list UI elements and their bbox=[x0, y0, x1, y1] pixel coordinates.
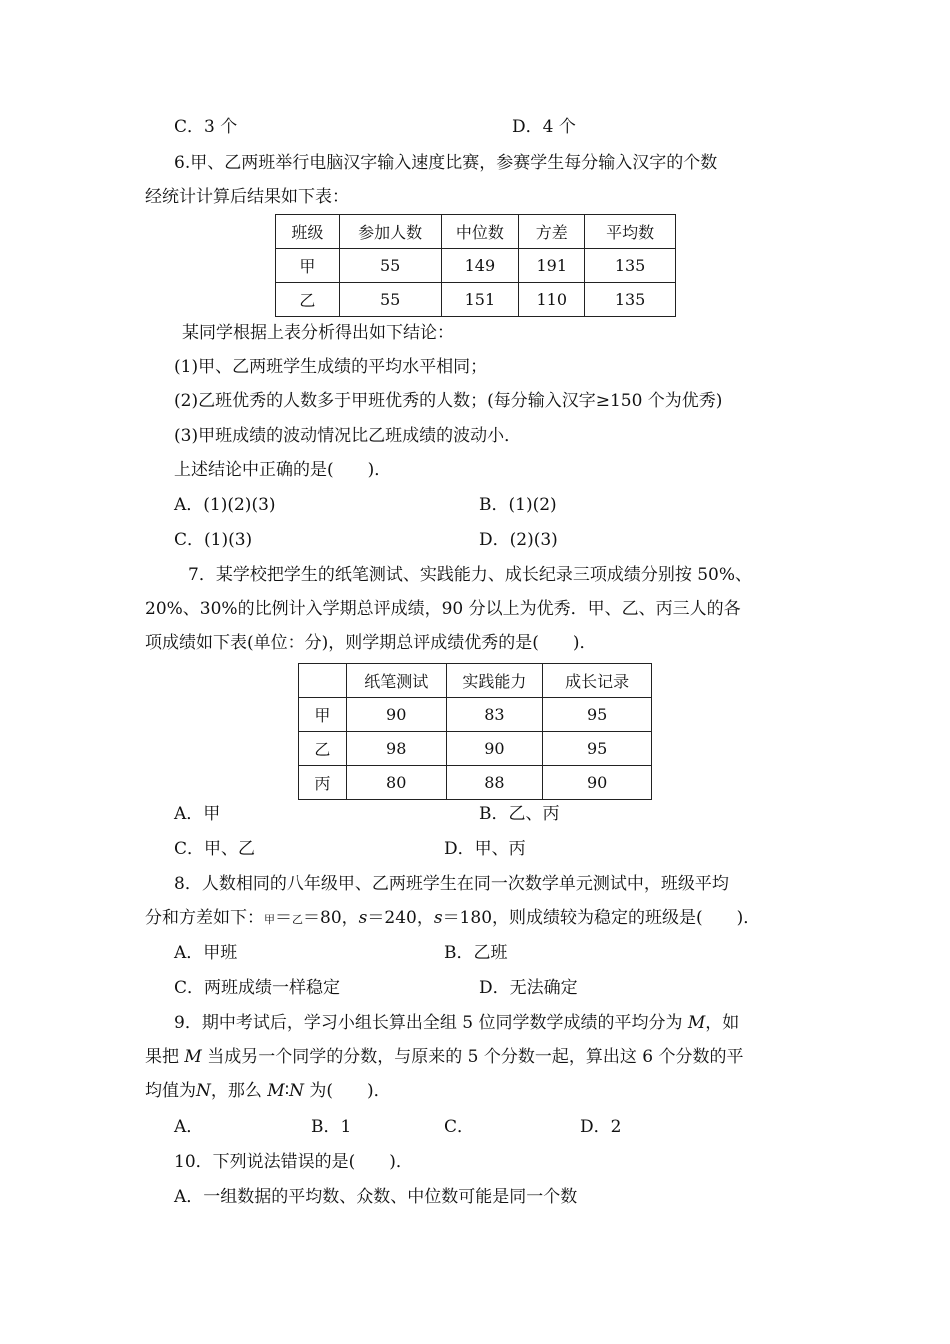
q7-option-d: D．甲、丙 bbox=[444, 839, 526, 859]
q10-option-a: A．一组数据的平均数、众数、中位数可能是同一个数 bbox=[174, 1187, 578, 1207]
q8-variance-symbol: s bbox=[433, 908, 443, 928]
q6-option-d: D．(2)(3) bbox=[479, 530, 558, 550]
q7-stem-line2: 20%、30%的比例计入学期总评成绩，90 分以上为优秀．甲、乙、丙三人的各 bbox=[145, 599, 741, 619]
q9-var-m: M bbox=[687, 1013, 706, 1033]
q7-option-c: C．甲、乙 bbox=[174, 839, 256, 859]
table-cell: 乙 bbox=[276, 283, 340, 317]
q9-text: ，如 bbox=[705, 1013, 740, 1033]
q8-text: ＝240， bbox=[367, 908, 434, 928]
q6-header-cell: 参加人数 bbox=[339, 215, 441, 249]
q7-table bbox=[298, 663, 652, 800]
q7-table-header-row bbox=[299, 664, 652, 698]
q7-option-a: A．甲 bbox=[174, 804, 221, 824]
q5-option-d: D．4 个 bbox=[512, 117, 576, 137]
table-row bbox=[276, 249, 676, 283]
table-cell: 55 bbox=[339, 249, 441, 283]
table-cell: 95 bbox=[543, 698, 652, 732]
q6-stem-line1: 6.甲、乙两班举行电脑汉字输入速度比赛，参赛学生每分输入汉字的个数 bbox=[174, 153, 718, 173]
table-cell: 88 bbox=[446, 766, 543, 800]
q6-question: 上述结论中正确的是( )． bbox=[174, 460, 392, 480]
table-cell: 90 bbox=[446, 732, 543, 766]
table-row bbox=[299, 698, 652, 732]
q6-header-cell: 方差 bbox=[519, 215, 585, 249]
q8-option-a: A．甲班 bbox=[174, 943, 238, 963]
q6-option-b: B．(1)(2) bbox=[479, 495, 557, 515]
q9-text: 当成另一个同学的分数，与原来的 5 个分数一起，算出这 6 个分数的平 bbox=[201, 1047, 744, 1067]
table-cell: 甲 bbox=[299, 698, 347, 732]
q8-text: ＝180，则成绩较为稳定的班级是( )． bbox=[442, 908, 761, 928]
q7-header-cell bbox=[299, 664, 347, 698]
q9-ratio-colon: ∶ bbox=[284, 1081, 290, 1101]
table-cell: 135 bbox=[585, 249, 676, 283]
q6-intro: 某同学根据上表分析得出如下结论： bbox=[182, 323, 454, 343]
q6-conclusion-1: (1)甲、乙两班学生成绩的平均水平相同； bbox=[174, 357, 488, 377]
q9-text: 果把 bbox=[145, 1047, 185, 1067]
table-cell: 83 bbox=[446, 698, 543, 732]
q9-stem-line2 bbox=[145, 1046, 743, 1068]
q7-header-cell: 实践能力 bbox=[446, 664, 543, 698]
q6-header-cell: 平均数 bbox=[585, 215, 676, 249]
q7-stem-line3: 项成绩如下表(单位：分)，则学期总评成绩优秀的是( )． bbox=[145, 633, 597, 653]
q7-header-cell: 成长记录 bbox=[543, 664, 652, 698]
q9-text: 均值为 bbox=[145, 1081, 196, 1101]
q7-header-cell: 纸笔测试 bbox=[346, 664, 446, 698]
q8-option-d: D．无法确定 bbox=[479, 978, 578, 998]
table-cell: 乙 bbox=[299, 732, 347, 766]
q8-stem-line2 bbox=[145, 907, 760, 931]
table-row bbox=[276, 283, 676, 317]
q6-conclusion-2: (2)乙班优秀的人数多于甲班优秀的人数；(每分输入汉字≥150 个为优秀) bbox=[174, 391, 723, 411]
q5-option-c: C．3 个 bbox=[174, 117, 238, 137]
q9-option-c: C． bbox=[444, 1117, 475, 1137]
table-cell: 151 bbox=[441, 283, 519, 317]
table-cell: 95 bbox=[543, 732, 652, 766]
q7-option-b: B．乙、丙 bbox=[479, 804, 560, 824]
q7-stem-line1: 7．某学校把学生的纸笔测试、实践能力、成长纪录三项成绩分别按 50%、 bbox=[188, 565, 753, 585]
table-cell: 135 bbox=[585, 283, 676, 317]
q9-stem-line3 bbox=[145, 1080, 391, 1102]
q6-header-cell: 班级 bbox=[276, 215, 340, 249]
q9-text: ，那么 bbox=[210, 1081, 268, 1101]
q8-option-c: C．两班成绩一样稳定 bbox=[174, 978, 341, 998]
q9-text: 9．期中考试后，学习小组长算出全组 5 位同学数学成绩的平均分为 bbox=[174, 1013, 688, 1033]
q8-stem-line1: 8．人数相同的八年级甲、乙两班学生在同一次数学单元测试中，班级平均 bbox=[174, 874, 729, 894]
q9-option-d: D．2 bbox=[580, 1117, 622, 1137]
table-cell: 甲 bbox=[276, 249, 340, 283]
q9-var-n: N bbox=[289, 1081, 305, 1101]
table-cell: 98 bbox=[346, 732, 446, 766]
table-cell: 90 bbox=[543, 766, 652, 800]
q8-equals: ＝ bbox=[275, 908, 292, 928]
q6-conclusion-3: (3)甲班成绩的波动情况比乙班成绩的波动小． bbox=[174, 426, 522, 446]
q8-sub-jia: 甲 bbox=[264, 913, 275, 926]
table-cell: 55 bbox=[339, 283, 441, 317]
q9-option-b: B．1 bbox=[311, 1117, 352, 1137]
table-cell: 90 bbox=[346, 698, 446, 732]
q8-sub-yi: 乙 bbox=[292, 913, 303, 926]
q9-option-a: A． bbox=[174, 1117, 204, 1137]
table-row bbox=[299, 732, 652, 766]
table-cell: 80 bbox=[346, 766, 446, 800]
q6-table bbox=[275, 214, 676, 317]
table-cell: 110 bbox=[519, 283, 585, 317]
q6-option-c: C．(1)(3) bbox=[174, 530, 253, 550]
q9-text: 为( )． bbox=[304, 1081, 391, 1101]
table-cell: 丙 bbox=[299, 766, 347, 800]
q8-text: ＝80， bbox=[303, 908, 359, 928]
q6-table-header-row bbox=[276, 215, 676, 249]
q9-var-n: N bbox=[196, 1081, 211, 1101]
q9-var-m: M bbox=[184, 1047, 202, 1067]
q6-stem-line2: 经统计计算后结果如下表： bbox=[145, 187, 349, 207]
table-row bbox=[299, 766, 652, 800]
q6-header-cell: 中位数 bbox=[441, 215, 519, 249]
q10-stem: 10．下列说法错误的是( )． bbox=[174, 1152, 413, 1172]
table-cell: 191 bbox=[519, 249, 585, 283]
q8-variance-symbol: s bbox=[358, 908, 368, 928]
q9-var-m: M bbox=[267, 1081, 285, 1101]
q8-text: 分和方差如下： bbox=[145, 908, 264, 928]
q8-option-b: B．乙班 bbox=[444, 943, 508, 963]
q9-stem-line1 bbox=[174, 1012, 739, 1034]
q6-option-a: A．(1)(2)(3) bbox=[174, 495, 276, 515]
table-cell: 149 bbox=[441, 249, 519, 283]
